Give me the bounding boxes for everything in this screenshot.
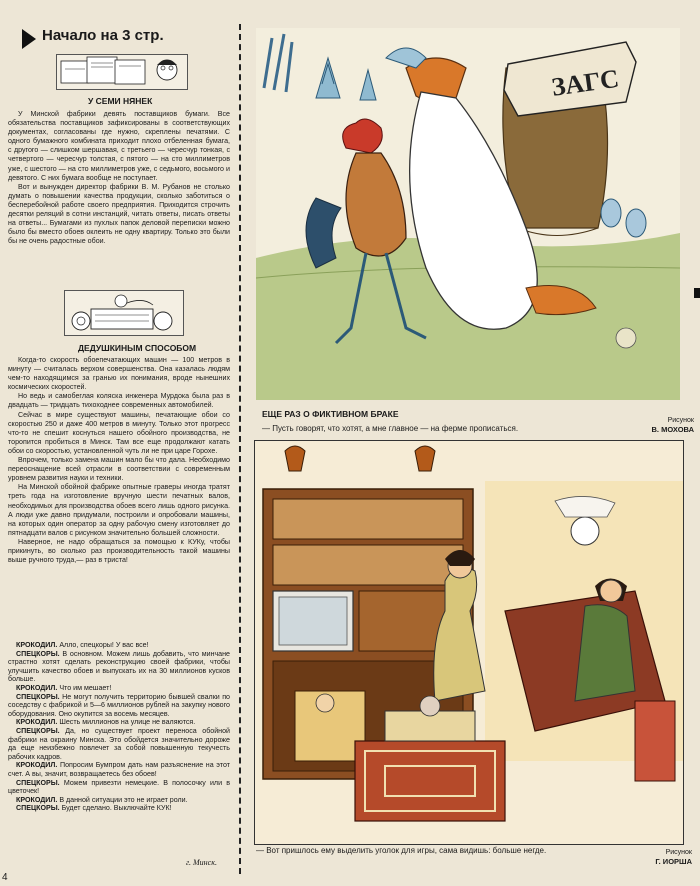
newspapers-illustration — [56, 54, 188, 90]
speaker: КРОКОДИЛ. — [16, 641, 58, 649]
continuation-title: Начало на 3 стр. — [42, 27, 164, 44]
dialogue-line — [8, 684, 230, 693]
cartoon1-title: ЕЩЕ РАЗ О ФИКТИВНОМ БРАКЕ — [262, 409, 399, 419]
dialogue-line — [8, 641, 230, 650]
dialogue-line — [8, 718, 230, 727]
left-column — [0, 0, 233, 886]
credit-label: Рисунок — [665, 849, 692, 856]
dialogue-line — [8, 804, 230, 813]
credit-name: В. МОХОВА — [651, 425, 694, 434]
right-column — [248, 0, 700, 886]
section-title-seven-nannies: У СЕМИ НЯНЕК — [88, 96, 153, 106]
dialogue-block — [8, 641, 230, 813]
cartoon-fictitious-marriage — [256, 28, 680, 400]
column-divider — [239, 24, 241, 874]
dialogue-text: В данной ситуации это не играет роли. — [59, 795, 188, 804]
dialogue-text: Не могут получить территорию бывшей свалки по соседству с фабрикой и 5—6 миллионов рублей на закупку нового оборудования. Оно окупится за восемь месяцев. — [8, 692, 230, 718]
paragraph: Вот и вынужден директор фабрики В. М. Рубанов не столько думать о повышении качества продукции, сколько заботиться о бесперебойной работе своего предприятия. Приходится строчить десятки реляций в сотни инстанций, читать ответы, писать ответы на ответы... Бумагами из пухлых папок деловой переписки можно было бы вместо обоев оклеить не одну квартиру. Только это были бы не очень радостные обои. — [8, 182, 230, 246]
dialogue-text: Можем привезти немецкие. В полосочку или в цветочек! — [8, 778, 230, 796]
zags-sign-text: ЗАГС — [549, 63, 621, 102]
speaker: СПЕЦКОРЫ. — [16, 726, 60, 735]
dialogue-text: Попросим Бумпром дать нам разъяснение на этот счет. А вы, значит, возвращаетесь без обоев! — [8, 761, 230, 778]
machine-drawing — [65, 291, 183, 335]
credit-name: Г. ИОРША — [655, 857, 692, 866]
machine-illustration — [64, 290, 184, 336]
cartoon-rooster-goose-drawing — [256, 28, 680, 400]
dialogue-text: Алло, спецкоры! У вас все! — [59, 641, 149, 649]
arrow-icon — [22, 29, 36, 49]
dialogue-text: В основном. Можем лишь добавить, что минчане страстно хотят сделать реконструкцию своей фабрики, чтобы улучшить качество обоев и выпускать их на 30 миллионов кусков больше. — [8, 649, 230, 684]
dialogue-line — [8, 727, 230, 761]
paragraph: Сейчас в мире существуют машины, печатающие обои со скоростью 250 и даже 400 метров в минуту. Только этот прогресс что-то не спешит коснуться нашего обойного производства, не торопится пробиться в Минск. Там все еще продолжают катать обои со скоростью, установленной чуть ли не при царе Горохе. — [8, 410, 230, 455]
section-seven-nannies-text — [8, 110, 230, 246]
newspapers-drawing — [57, 55, 187, 89]
speaker: КРОКОДИЛ. — [16, 718, 58, 727]
dialogue-text: Будет сделано. Выключайте КУК! — [61, 804, 172, 813]
paragraph: Впрочем, только замена машин мало бы что дала. Необходимо переоснащение всей отрасли в соответствии с современным уровнем развития науки и техники. — [8, 456, 230, 483]
cartoon2-caption-text: — Вот пришлось ему выделить уголок для игры, сама видишь: больше негде. — [256, 846, 547, 855]
paragraph: Но ведь и самобеглая коляска инженера Мурдока была раз в двадцать — тридцать тихоходнее современных автомобилей. — [8, 392, 230, 410]
cartoon-room-drawing — [255, 441, 683, 844]
speaker: СПЕЦКОРЫ. — [16, 649, 60, 658]
dialogue-line — [8, 779, 230, 796]
speaker: СПЕЦКОРЫ. — [16, 778, 60, 787]
dialogue-text: Шесть миллионов на улице не валяются. — [59, 718, 196, 727]
cartoon1-caption: — Пусть говорят, что хотят, а мне главное — на ферме прописаться. — [262, 424, 519, 433]
cartoon1-credit — [610, 416, 694, 435]
paragraph: Наверное, не надо обращаться за помощью к КУКу, чтобы прикинуть, во сколько раз производительность такой машины выше ручного труда,— раз в триста! — [8, 537, 230, 565]
dialogue-text: Да, но существует проект переноса обойной фабрики на окраину Минска. Это обойдется значительно дороже да еще неизбежно повлечет за собой повышенную текучесть рабочих кадров. — [8, 726, 230, 761]
speaker: КРОКОДИЛ. — [16, 795, 58, 804]
dialogue-line — [8, 796, 230, 805]
page-number: 4 — [2, 872, 8, 883]
paragraph: Когда-то скорость обоепечатающих машин — 100 метров в минуту — считалась верхом совершенства. Она казалась людям чем-то находящимся за гранью их понимания, вроде нынешних космических скоростей. — [8, 356, 230, 392]
signature: г. Минск. — [186, 858, 217, 867]
speaker: КРОКОДИЛ. — [16, 761, 58, 770]
paragraph: На Минской обойной фабрике опытные граверы иногда тратят треть года на изготовление вручную шести печатных валов, необходимых для производства обоев всего лишь одного рисунка. А люди уже давно придумали, построили и опробовали машины, на которых один оператор за одну рабочую смену изготовляет до пятнадцати валов с рисунком значительно большей сложности. — [8, 483, 230, 537]
cartoon2-caption — [256, 846, 586, 856]
cartoon-play-corner — [254, 440, 684, 845]
dialogue-line — [8, 693, 230, 719]
cartoon2-credit — [608, 848, 692, 867]
paragraph: У Минской фабрики девять поставщиков бумаги. Все обязательства поставщиков зафиксированы в соответствующих документах, согласованы где нужно, скреплены печатями. С одного бумажного комбината приходит плохо отбеленная бумага, с другого — слишком шершавая, с третьего — чересчур тонкая, с четвертого — чересчур толстая, с пятого — на сто миллиметров уже, с шестого — на сто миллиметров уже, с седьмого, восьмого и девятого. С них бумага вообще не поступает. — [8, 110, 230, 182]
dialogue-line — [8, 650, 230, 684]
section-title-grandpa-method: ДЕДУШКИНЫМ СПОСОБОМ — [78, 343, 197, 353]
speaker: КРОКОДИЛ. — [16, 683, 58, 692]
speaker: СПЕЦКОРЫ. — [16, 804, 60, 813]
speaker: СПЕЦКОРЫ. — [16, 692, 60, 701]
continuation-header — [22, 27, 222, 57]
dialogue-text: Что им мешает! — [59, 683, 112, 692]
dialogue-line — [8, 761, 230, 778]
credit-label: Рисунок — [667, 417, 694, 424]
margin-mark — [694, 288, 700, 298]
section-grandpa-method-text — [8, 356, 230, 565]
